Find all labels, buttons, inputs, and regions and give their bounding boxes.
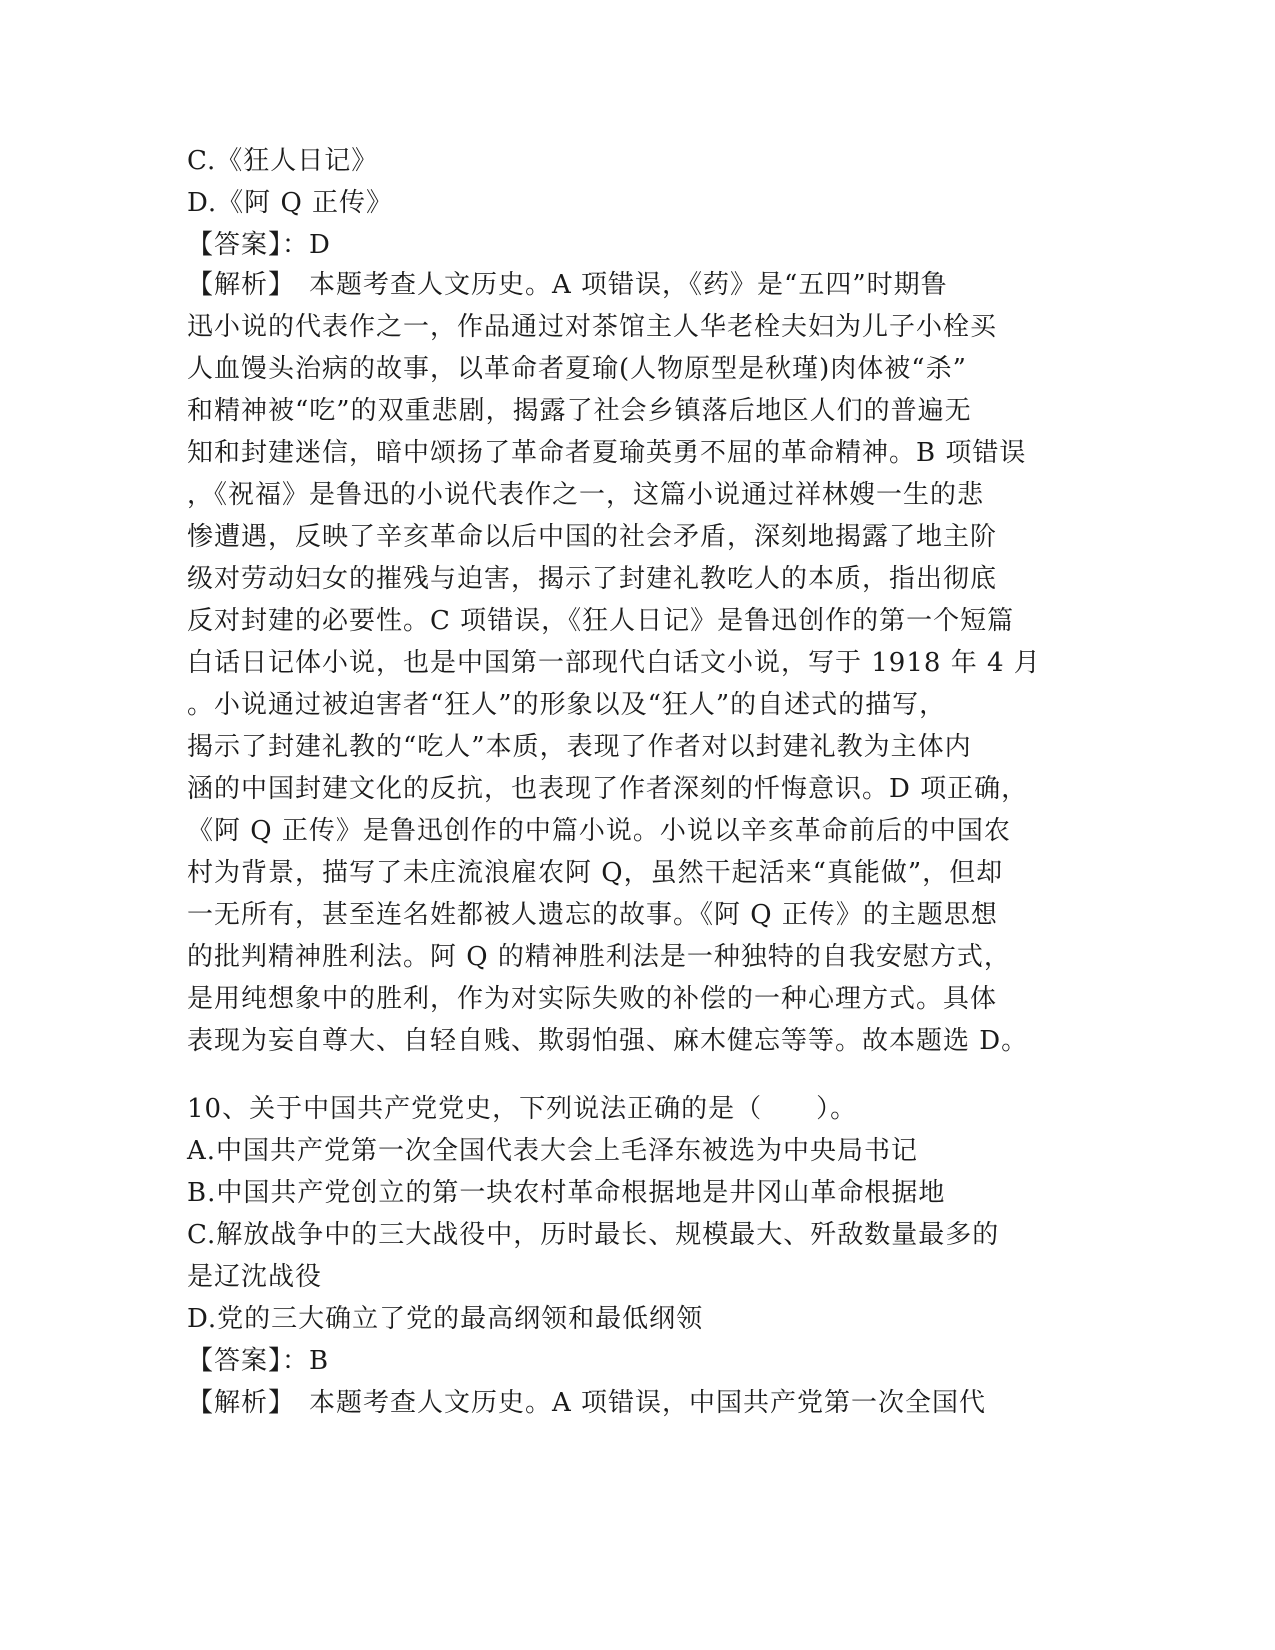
q9-answer: 【答案】：D (187, 230, 331, 260)
q10-analysis-line: 【解析】 本题考查人文历史。A 项错误，中国共产党第一次全国代 (187, 1388, 987, 1418)
q10-option-d: D.党的三大确立了党的最高纲领和最低纲领 (187, 1304, 704, 1334)
q9-analysis-line: 涵的中国封建文化的反抗，也表现了作者深刻的忏悔意识。D 项正确， (187, 774, 1029, 804)
q9-analysis-line: 《阿 Q 正传》是鲁迅创作的中篇小说。小说以辛亥革命前后的中国农 (187, 816, 1011, 846)
q10-option-c-continued: 是辽沈战役 (187, 1262, 323, 1292)
q10-option-b: B.中国共产党创立的第一块农村革命根据地是井冈山革命根据地 (187, 1178, 946, 1208)
q9-analysis-line: 知和封建迷信，暗中颂扬了革命者夏瑜英勇不屈的革命精神。B 项错误 (187, 438, 1027, 468)
q9-analysis-line: 村为背景，描写了未庄流浪雇农阿 Q，虽然干起活来“真能做”，但却 (187, 858, 1004, 888)
q9-analysis-line: 白话日记体小说，也是中国第一部现代白话文小说，写于 1918 年 4 月 (187, 648, 1041, 678)
q9-analysis-line: 迅小说的代表作之一，作品通过对茶馆主人华老栓夫妇为儿子小栓买 (187, 312, 998, 342)
q9-analysis-line: ，《祝福》是鲁迅的小说代表作之一，这篇小说通过祥林嫂一生的悲 (187, 480, 985, 510)
q9-option-c: C.《狂人日记》 (187, 146, 379, 176)
q9-analysis-line: 反对封建的必要性。C 项错误，《狂人日记》是鲁迅创作的第一个短篇 (187, 606, 1015, 636)
q9-analysis-line: 是用纯想象中的胜利，作为对实际失败的补偿的一种心理方式。具体 (187, 984, 998, 1014)
q9-analysis-line: 级对劳动妇女的摧残与迫害，揭示了封建礼教吃人的本质，指出彻底 (187, 564, 998, 594)
q9-analysis-line: 揭示了封建礼教的“吃人”本质，表现了作者对以封建礼教为主体内 (187, 732, 972, 762)
q10-option-a: A.中国共产党第一次全国代表大会上毛泽东被选为中央局书记 (187, 1136, 919, 1166)
q9-analysis-line: 。小说通过被迫害者“狂人”的形象以及“狂人”的自述式的描写， (187, 690, 947, 720)
q9-analysis-line: 的批判精神胜利法。阿 Q 的精神胜利法是一种独特的自我安慰方式， (187, 942, 1011, 972)
q9-analysis-line: 和精神被“吃”的双重悲剧，揭露了社会乡镇落后地区人们的普遍无 (187, 396, 972, 426)
q9-analysis-line: 一无所有，甚至连名姓都被人遗忘的故事。《阿 Q 正传》的主题思想 (187, 900, 998, 930)
q9-analysis-line: 【解析】 本题考查人文历史。A 项错误，《药》是“五四”时期鲁 (187, 270, 948, 300)
q10-question: 10、关于中国共产党党史，下列说法正确的是（ ）。 (187, 1094, 858, 1124)
q9-analysis-line: 惨遭遇，反映了辛亥革命以后中国的社会矛盾，深刻地揭露了地主阶 (187, 522, 998, 552)
q10-answer: 【答案】：B (187, 1346, 330, 1376)
q9-analysis-line: 表现为妄自尊大、自轻自贱、欺弱怕强、麻木健忘等等。故本题选 D。 (187, 1026, 1029, 1056)
q9-analysis-line: 人血馒头治病的故事，以革命者夏瑜(人物原型是秋瑾)肉体被“杀” (187, 354, 967, 384)
q10-option-c: C.解放战争中的三大战役中，历时最长、规模最大、歼敌数量最多的 (187, 1220, 1000, 1250)
q9-option-d: D.《阿 Q 正传》 (187, 188, 394, 218)
